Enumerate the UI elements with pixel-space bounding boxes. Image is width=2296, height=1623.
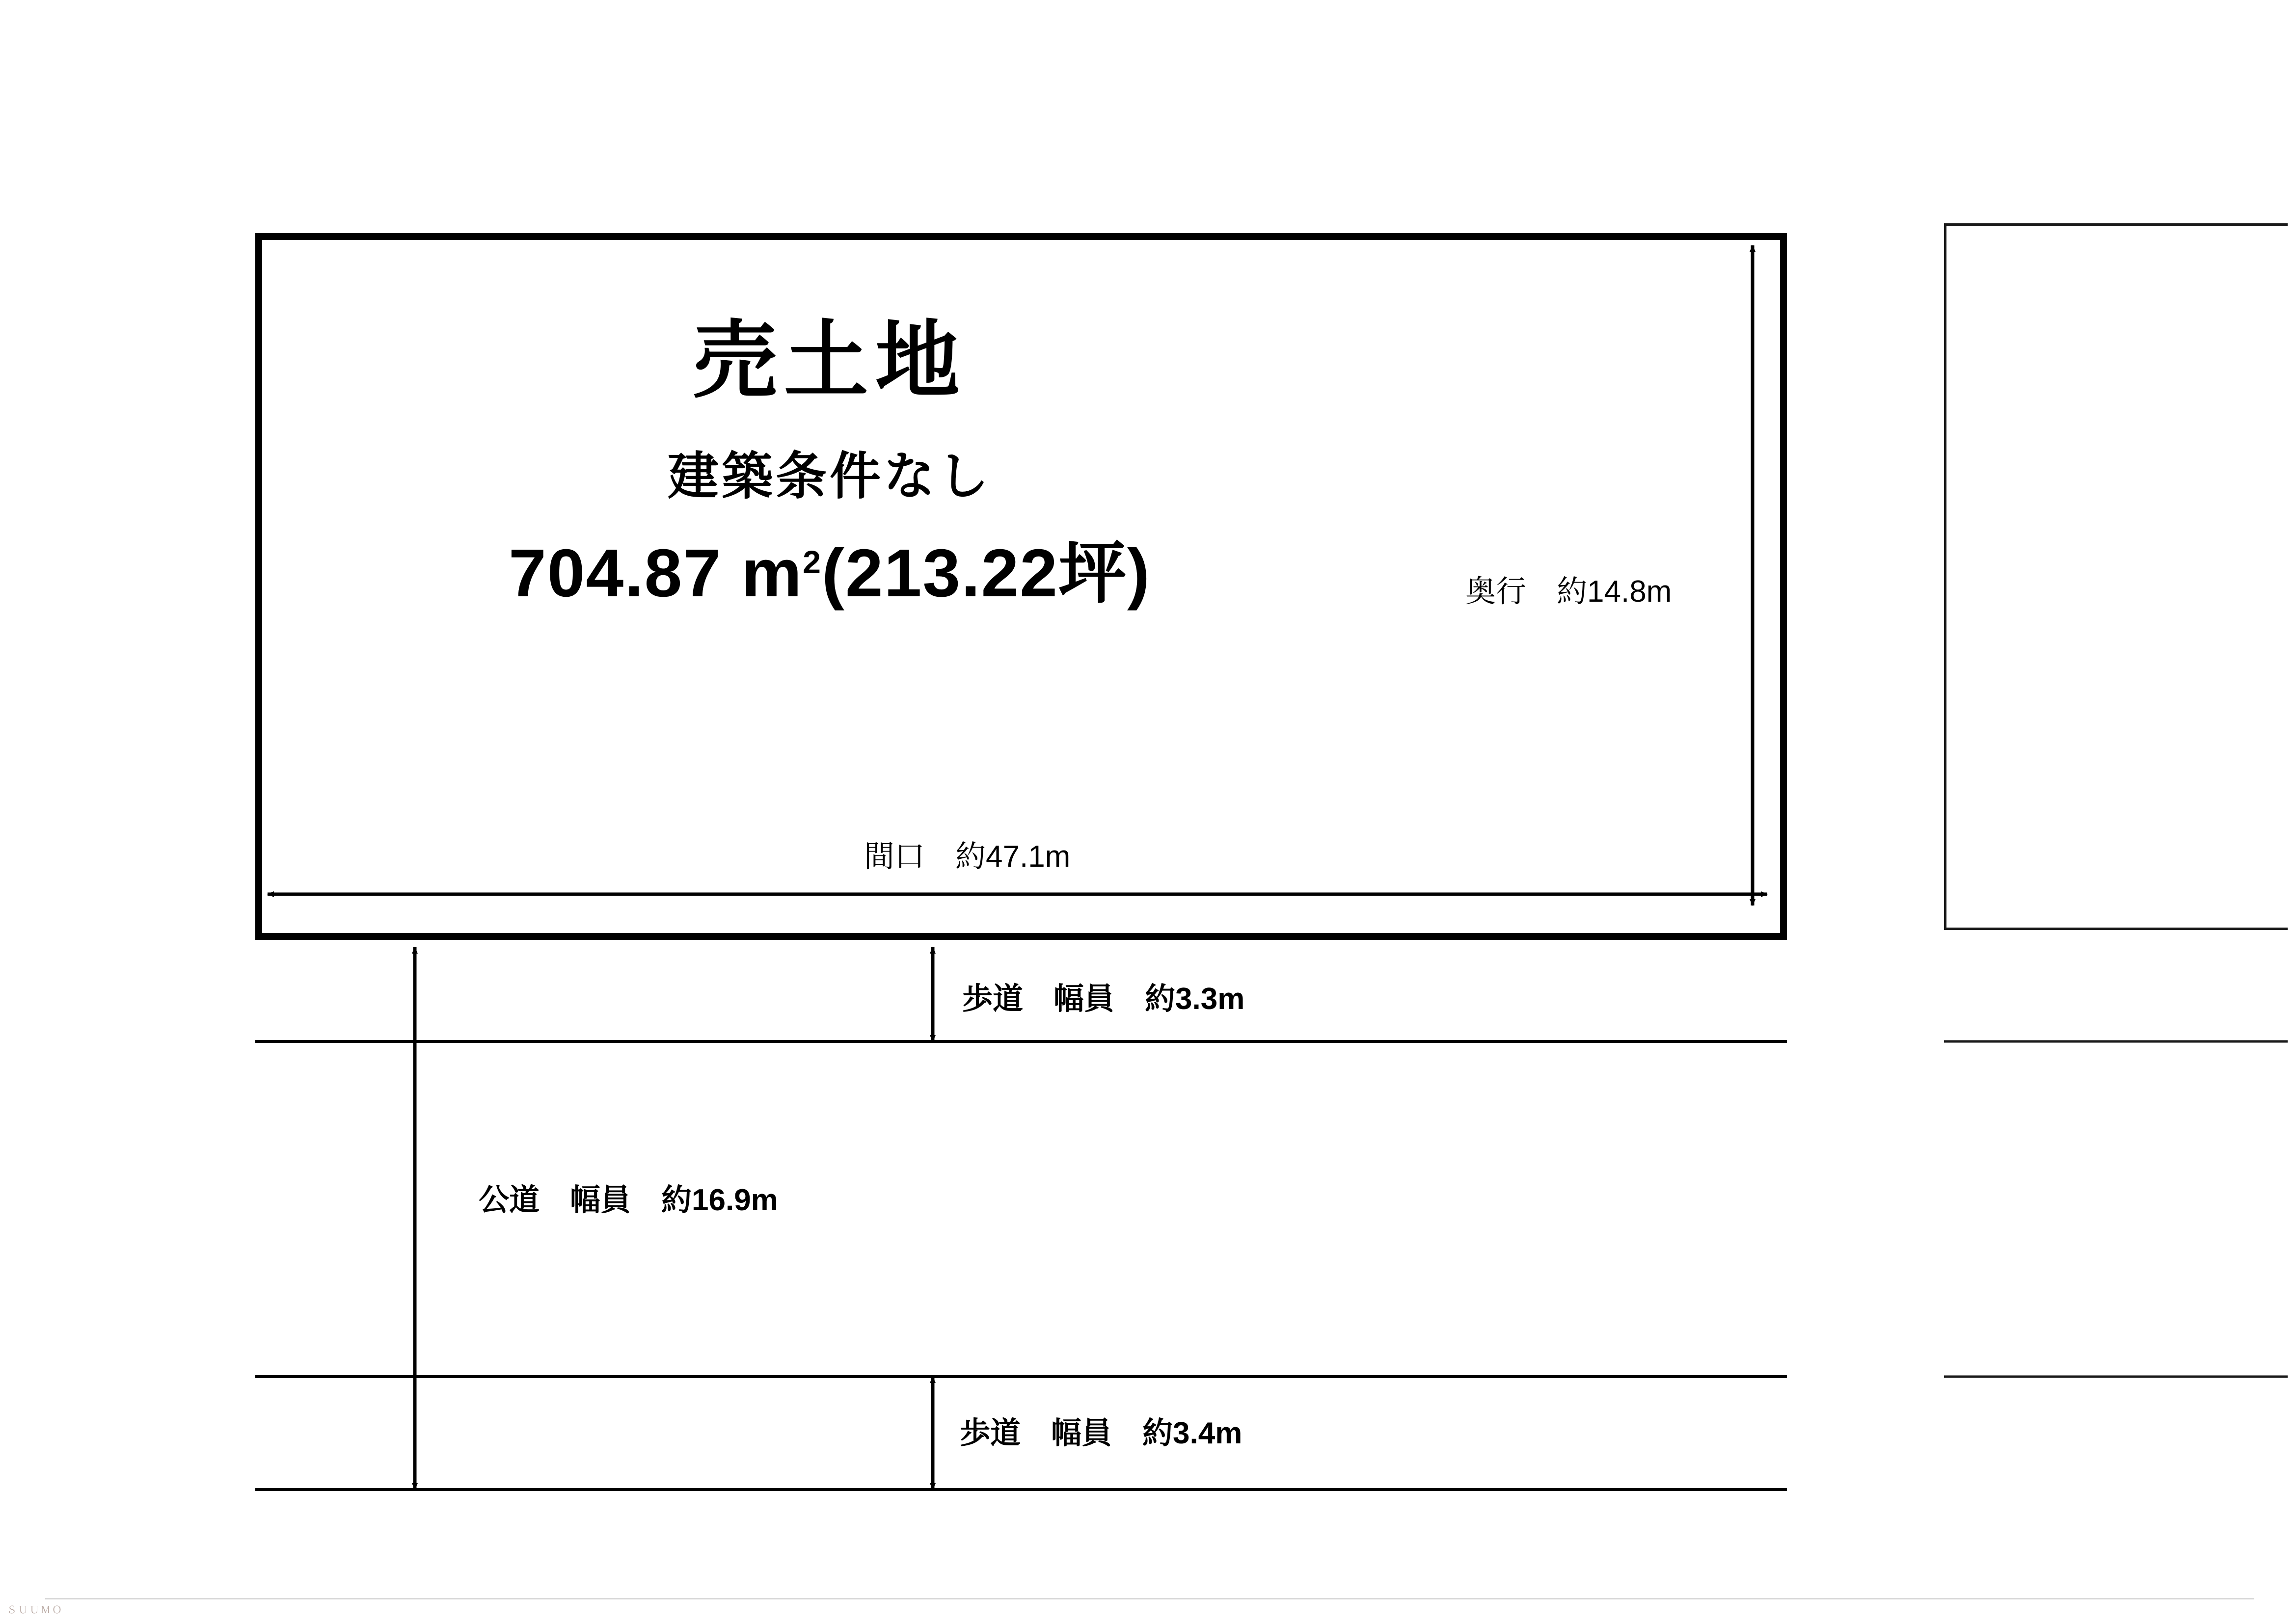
- adjacent-parcel-right: [1944, 223, 2288, 930]
- parcel-title: [262, 314, 1780, 408]
- depth-dimension-label: 奥行 約14.8m: [1465, 575, 1672, 609]
- frontage-dimension-label: 間口 約47.1m: [864, 840, 1071, 874]
- sidewalk-bottom-label: 歩道 幅員 約3.4m: [960, 1416, 1243, 1450]
- public-road-label: 公道 幅員 約16.9m: [479, 1183, 778, 1217]
- footer-divider: [45, 1598, 2254, 1599]
- parcel-subtitle-text: 建築条件なし: [667, 448, 992, 505]
- parcel-title-text: 売土地: [693, 314, 967, 408]
- road-boundary-lines: [255, 1041, 2288, 1490]
- sidewalk-top-label: 歩道 幅員 約3.3m: [962, 982, 1245, 1016]
- watermark-text: ＳＵＵＭＯ: [7, 1605, 63, 1616]
- parcel-subtitle: [262, 448, 1780, 505]
- parcel-area-text: 704.87 $m^2(213.22$坪): [509, 535, 1151, 611]
